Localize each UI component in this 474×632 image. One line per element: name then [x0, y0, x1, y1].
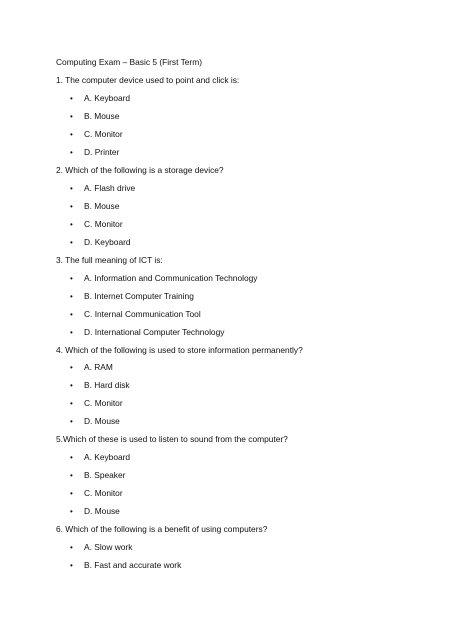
question-5-option-a: • A. Keyboard: [70, 452, 131, 462]
question-5-option-d: • D. Mouse: [70, 506, 120, 516]
bullet-icon: •: [70, 94, 73, 103]
question-4-option-d: • D. Mouse: [70, 416, 120, 426]
bullet-icon: •: [70, 112, 73, 121]
question-2: 2. Which of the following is a storage device?: [56, 165, 224, 175]
question-5: 5.Which of these is used to listen to sound from the computer?: [56, 434, 288, 444]
bullet-icon: •: [70, 130, 73, 139]
bullet-icon: •: [70, 489, 73, 498]
bullet-icon: •: [70, 453, 73, 462]
question-3-option-c: • C. Internal Communication Tool: [70, 309, 201, 319]
bullet-icon: •: [70, 238, 73, 247]
question-1-option-d: • D. Printer: [70, 147, 120, 157]
bullet-icon: •: [70, 292, 73, 301]
bullet-icon: •: [70, 399, 73, 408]
bullet-icon: •: [70, 148, 73, 157]
question-4-option-c: • C. Monitor: [70, 398, 123, 408]
question-5-option-b: • B. Speaker: [70, 470, 126, 480]
bullet-icon: •: [70, 202, 73, 211]
exam-title: Computing Exam – Basic 5 (First Term): [56, 57, 202, 67]
question-1-option-a: • A. Keyboard: [70, 93, 131, 103]
question-2-option-b: • B. Mouse: [70, 201, 120, 211]
bullet-icon: •: [70, 274, 73, 283]
question-6-option-b: • B. Fast and accurate work: [70, 560, 182, 570]
bullet-icon: •: [70, 381, 73, 390]
question-6-option-a: • A. Slow work: [70, 542, 133, 552]
bullet-icon: •: [70, 471, 73, 480]
bullet-icon: •: [70, 561, 73, 570]
question-4-option-a: • A. RAM: [70, 362, 113, 372]
question-2-option-c: • C. Monitor: [70, 219, 123, 229]
question-4: 4. Which of the following is used to store information permanently?: [56, 345, 303, 355]
question-6: 6. Which of the following is a benefit of using computers?: [56, 524, 268, 534]
question-3: 3. The full meaning of ICT is:: [56, 255, 163, 265]
question-2-option-d: • D. Keyboard: [70, 237, 131, 247]
bullet-icon: •: [70, 363, 73, 372]
bullet-icon: •: [70, 220, 73, 229]
bullet-icon: •: [70, 507, 73, 516]
bullet-icon: •: [70, 310, 73, 319]
bullet-icon: •: [70, 328, 73, 337]
bullet-icon: •: [70, 184, 73, 193]
question-3-option-a: • A. Information and Communication Technology: [70, 273, 258, 283]
question-2-option-a: • A. Flash drive: [70, 183, 136, 193]
question-3-option-b: • B. Internet Computer Training: [70, 291, 194, 301]
question-1: 1. The computer device used to point and click is:: [56, 75, 240, 85]
question-1-option-c: • C. Monitor: [70, 129, 123, 139]
question-1-option-b: • B. Mouse: [70, 111, 120, 121]
bullet-icon: •: [70, 417, 73, 426]
question-4-option-b: • B. Hard disk: [70, 380, 130, 390]
question-5-option-c: • C. Monitor: [70, 488, 123, 498]
question-3-option-d: • D. International Computer Technology: [70, 327, 225, 337]
bullet-icon: •: [70, 543, 73, 552]
